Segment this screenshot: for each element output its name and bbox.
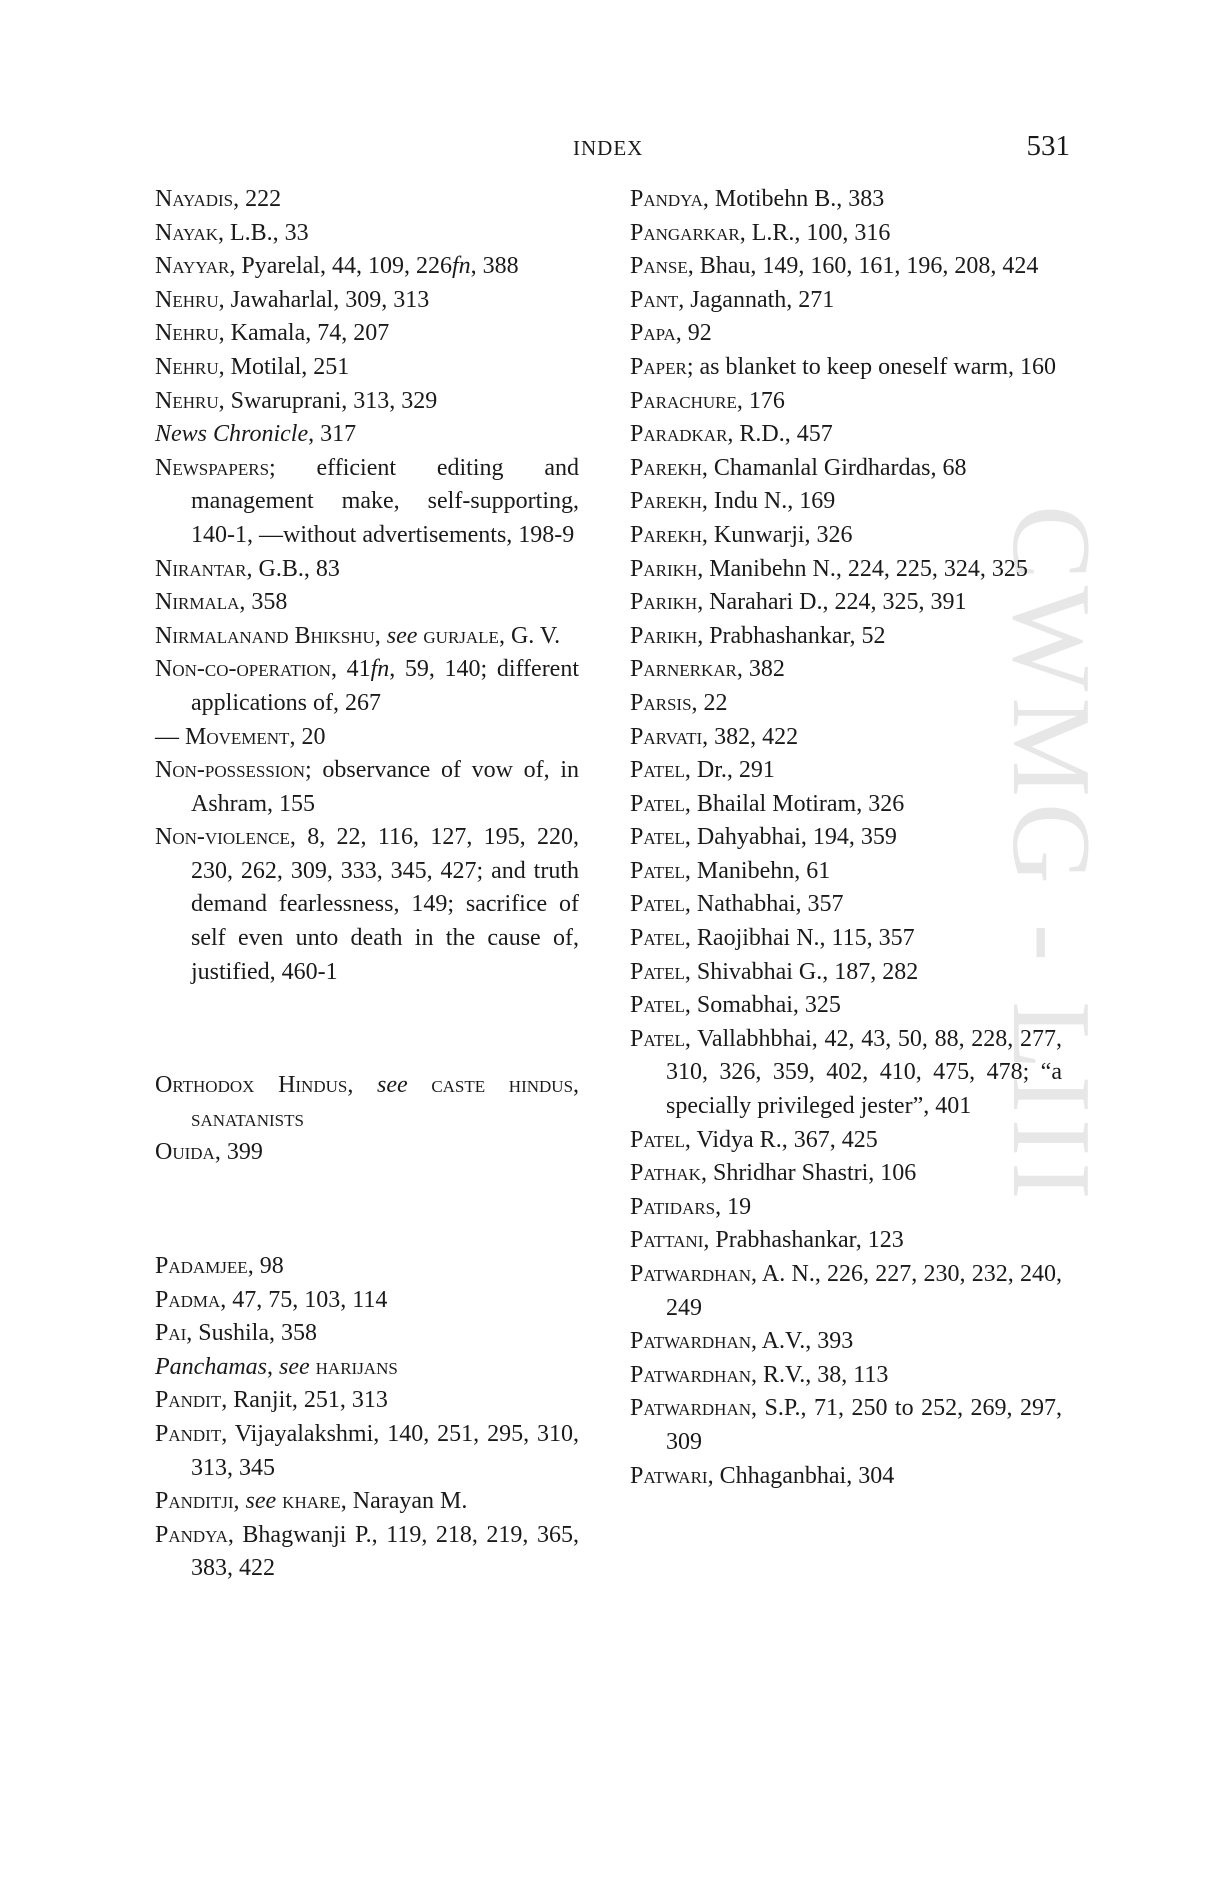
entry-text (408, 1072, 432, 1098)
entry-text: ; as blanket to keep oneself warm, 160 (686, 353, 1057, 380)
index-entry (630, 284, 1062, 318)
entry-text: Newspapers (155, 454, 270, 481)
entry-text: — (155, 723, 185, 750)
entry-text: Panse (630, 253, 688, 280)
index-entry (630, 687, 1062, 721)
index-entry (630, 1191, 1062, 1225)
entry-text: Nehru (155, 320, 219, 347)
entry-text: Parvati (630, 723, 703, 750)
entry-text: Patel (630, 992, 685, 1019)
entry-text: Orthodox Hindus (155, 1072, 348, 1099)
entry-text: Nirmala (155, 589, 240, 616)
index-entry (630, 1460, 1062, 1494)
entry-text: Patwardhan (630, 1328, 752, 1355)
entry-text: Panditji (155, 1488, 234, 1515)
entry-text: Nayadis (155, 186, 234, 212)
index-entry (155, 1069, 579, 1136)
index-entry (630, 788, 1062, 822)
index-entry (630, 351, 1062, 385)
index-entry (630, 721, 1062, 755)
index-entry (630, 821, 1062, 855)
index-entry (155, 553, 579, 587)
entry-text: , Bhagwanji P., 119, 218, 219, 365, 383, 422 (191, 1521, 579, 1582)
index-entry (630, 217, 1062, 251)
entry-text: , R.D., 457 (727, 421, 833, 448)
index-entry (630, 385, 1062, 419)
entry-text: harijans (315, 1353, 398, 1380)
entry-text: ; observance of vow of, in Ashram, 155 (191, 757, 579, 817)
entry-text: Movement (185, 723, 290, 750)
index-entry (630, 1359, 1062, 1393)
index-entry (630, 1258, 1062, 1325)
entry-text: see (386, 622, 418, 649)
entry-text: Nehru (155, 387, 219, 414)
entry-text: , G.B., 83 (246, 555, 340, 582)
entry-text: , 19 (715, 1193, 752, 1220)
entry-text: Papa (630, 320, 676, 347)
entry-text: Ouida (155, 1139, 215, 1166)
index-entry (155, 1317, 579, 1351)
entry-text: , 176 (736, 387, 785, 414)
entry-text: Parekh (630, 488, 702, 515)
entry-text: , Indu N., 169 (701, 488, 836, 515)
entry-text: Nayak (155, 219, 218, 246)
entry-text: Non-violence (155, 824, 290, 851)
index-entry (630, 855, 1062, 889)
entry-text: , L.R., 100, 316 (739, 219, 891, 246)
entry-text: Padma (155, 1286, 221, 1313)
entry-text: , 399 (214, 1139, 263, 1166)
index-group-p (155, 1250, 579, 1586)
entry-text: , 47, 75, 103, 114 (220, 1286, 388, 1313)
index-entry (630, 888, 1062, 922)
index-group-n (155, 183, 579, 989)
entry-text: Patidars (630, 1193, 716, 1220)
entry-text: Nehru (155, 286, 219, 313)
entry-text: , Manibehn, 61 (684, 857, 831, 884)
entry-text: Patel (630, 1126, 685, 1153)
entry-text: , Bhailal Motiram, 326 (684, 790, 905, 817)
entry-text: , 382, 422 (702, 723, 799, 750)
entry-text: , Vallabhbhai, 42, 43, 50, 88, 228, 277, 310, 326, 359, 402, 410, 475, 478; “a specially privileged jester”, 401 (666, 1025, 1062, 1120)
page-header (150, 130, 1070, 170)
entry-text: Nirantar (155, 555, 247, 582)
entry-text: Pandit (155, 1387, 222, 1414)
index-entry (155, 1418, 579, 1485)
group-spacer (155, 989, 579, 1069)
entry-text: , Vijayalakshmi, 140, 251, 295, 310, 313, 345 (191, 1421, 579, 1481)
entry-text: Pai (155, 1320, 187, 1347)
entry-text: , Vidya R., 367, 425 (684, 1126, 878, 1153)
entry-text: , (374, 622, 387, 649)
entry-text: ; efficient editing and management make, self-supporting, 140-1, —without advertisements, 198-9 (191, 454, 579, 548)
entry-text: see (245, 1488, 277, 1515)
index-entry (155, 217, 579, 251)
index-group-p-continued (630, 183, 1062, 1493)
index-entry (630, 519, 1062, 553)
entry-text: Non-possession (155, 757, 306, 784)
index-entry (630, 1392, 1062, 1459)
entry-text: Parnerkar (630, 656, 737, 683)
entry-text: Patel (630, 857, 685, 884)
entry-text: Patwardhan (630, 1261, 752, 1287)
entry-text: , Raojibhai N., 115, 357 (684, 925, 915, 952)
index-entry (630, 989, 1062, 1023)
entry-text: , Prabhashankar, 52 (697, 622, 886, 649)
entry-text: Panchamas (155, 1353, 267, 1380)
index-entry (155, 754, 579, 821)
index-entry (155, 1351, 579, 1385)
entry-text: , L.B., 33 (218, 219, 309, 246)
index-entry (630, 1325, 1062, 1359)
entry-text: , Kunwarji, 326 (701, 521, 853, 548)
entry-text: , (266, 1353, 279, 1380)
entry-text: , 388 (470, 253, 519, 280)
entry-text: Patwardhan (630, 1361, 752, 1388)
index-column-right (630, 183, 1062, 1493)
index-entry (630, 1224, 1062, 1258)
entry-text: Pant (630, 286, 679, 313)
index-entry (155, 620, 579, 654)
entry-text: , Shivabhai G., 187, 282 (684, 958, 919, 985)
index-entry (155, 721, 579, 755)
entry-text: Pandya (155, 1521, 228, 1548)
index-entry (630, 250, 1062, 284)
index-group-o (155, 1069, 579, 1170)
entry-text: Patel (630, 757, 685, 784)
entry-text: Paper (630, 353, 687, 380)
entry-text: Pandit (155, 1421, 222, 1447)
entry-text: , 98 (247, 1253, 284, 1280)
entry-text: caste hindus, sanatanists (191, 1072, 580, 1132)
entry-text: , 20 (289, 723, 326, 750)
entry-text: , Ranjit, 251, 313 (221, 1387, 388, 1414)
entry-text: Patel (630, 891, 685, 918)
index-entry (155, 1136, 579, 1170)
entry-text: Nirmalanand Bhikshu (155, 622, 375, 649)
entry-text: , S.P., 71, 250 to 252, 269, 297, 309 (666, 1395, 1062, 1455)
index-entry (155, 250, 579, 284)
entry-text: fn (451, 253, 471, 280)
entry-text: Parsis (630, 689, 692, 716)
entry-text: Patel (630, 925, 685, 952)
entry-text: , Nathabhai, 357 (684, 891, 844, 918)
entry-text: , G. V. (498, 622, 561, 649)
index-entry (155, 586, 579, 620)
entry-text: Patwari (630, 1462, 708, 1489)
entry-text: , Dr., 291 (684, 757, 775, 784)
entry-text: , Chhaganbhai, 304 (707, 1462, 895, 1489)
entry-text: , Dahyabhai, 194, 359 (684, 824, 897, 851)
group-spacer (155, 1170, 579, 1250)
index-entry (155, 1485, 579, 1519)
index-entry (155, 317, 579, 351)
entry-text: , Motibehn B., 383 (702, 186, 885, 212)
entry-text: Pangarkar (630, 219, 740, 246)
index-entry (155, 1250, 579, 1284)
entry-text: , Jawaharlal, 309, 313 (218, 286, 430, 313)
entry-text: , 22 (691, 689, 728, 716)
entry-text: Parikh (630, 589, 698, 616)
entry-text: Pattani (630, 1227, 704, 1254)
index-entry (155, 1284, 579, 1318)
entry-text: see (377, 1072, 408, 1099)
entry-text: Parikh (630, 622, 698, 649)
entry-text: , 382 (736, 656, 785, 683)
entry-text: , A.V., 393 (751, 1328, 854, 1355)
entry-text: , Prabhashankar, 123 (703, 1227, 904, 1254)
entry-text: Patwardhan (630, 1395, 752, 1422)
index-entry (630, 452, 1062, 486)
entry-text: Non-co-operation (155, 656, 331, 683)
entry-text: Patel (630, 958, 685, 985)
entry-text: , Kamala, 74, 207 (218, 320, 390, 347)
entry-text: Parekh (630, 521, 702, 548)
index-entry (155, 351, 579, 385)
index-entry (630, 183, 1062, 217)
entry-text: khare (282, 1488, 341, 1515)
entry-text: , Narahari D., 224, 325, 391 (697, 589, 967, 616)
entry-text: , R.V., 38, 113 (751, 1361, 889, 1388)
index-entry (155, 452, 579, 553)
index-entry (630, 922, 1062, 956)
entry-text: , Manibehn N., 224, 225, 324, 325 (697, 555, 1028, 582)
entry-text: Nayyar (155, 253, 230, 280)
entry-text: Patel (630, 824, 685, 851)
entry-text: fn (370, 656, 390, 683)
entry-text: , 358 (239, 589, 288, 616)
entry-text: Patel (630, 1025, 685, 1052)
index-entry (630, 586, 1062, 620)
page-number: 531 (1026, 130, 1070, 162)
index-entry (630, 956, 1062, 990)
entry-text: gurjale (423, 622, 499, 649)
entry-text: , A. N., 226, 227, 230, 232, 240, 249 (666, 1261, 1062, 1321)
entry-text: , Pyarelal, 44, 109, 226 (229, 253, 452, 280)
entry-text: Pandya (630, 186, 703, 212)
entry-text: News Chronicle (155, 421, 309, 448)
index-entry (155, 385, 579, 419)
entry-text: , 92 (675, 320, 712, 347)
index-entry (630, 317, 1062, 351)
entry-text: Paradkar (630, 421, 728, 448)
index-entry (630, 553, 1062, 587)
entry-text: , (347, 1072, 377, 1099)
index-entry (155, 418, 579, 452)
entry-text: Pathak (630, 1160, 701, 1187)
index-entry (630, 1124, 1062, 1158)
index-entry (630, 653, 1062, 687)
index-entry (155, 284, 579, 318)
entry-text: , Shridhar Shastri, 106 (700, 1160, 917, 1187)
entry-text: , 41 (330, 656, 371, 683)
entry-text: , 59, 140; different applications of, 267 (191, 656, 579, 716)
index-entry (155, 653, 579, 720)
entry-text: , 317 (308, 421, 357, 448)
index-entry (630, 620, 1062, 654)
entry-text: , 8, 22, 116, 127, 195, 220, 230, 262, 309, 333, 345, 427; and truth demand fearlessness, 149; sacrifice of self even unto death in the cause of, justified, 460-1 (191, 824, 579, 985)
index-entry (630, 754, 1062, 788)
index-entry (630, 418, 1062, 452)
index-entry (155, 1519, 579, 1586)
index-column-left (155, 183, 579, 1586)
index-entry (630, 485, 1062, 519)
entry-text: Nehru (155, 353, 219, 380)
entry-text: Patel (630, 790, 685, 817)
entry-text: , 222 (233, 186, 282, 212)
index-entry (630, 1023, 1062, 1124)
entry-text: , Swaruprani, 313, 329 (218, 387, 438, 414)
entry-text: , Somabhai, 325 (684, 992, 841, 1019)
watermark-text: CWMG - LIII (989, 505, 1113, 1206)
index-entry (155, 183, 579, 217)
entry-text: , Jagannath, 271 (678, 286, 835, 313)
entry-text: , Motilal, 251 (218, 353, 350, 380)
entry-text: , Bhau, 149, 160, 161, 196, 208, 424 (687, 253, 1039, 280)
index-entry (155, 821, 579, 989)
entry-text: , Sushila, 358 (186, 1320, 317, 1347)
entry-text: Padamjee (155, 1253, 248, 1280)
entry-text: Parikh (630, 555, 698, 582)
entry-text: Parachure (630, 387, 737, 414)
index-entry (630, 1157, 1062, 1191)
index-entry (155, 1384, 579, 1418)
entry-text: see (278, 1353, 310, 1380)
entry-text: , (233, 1488, 246, 1515)
entry-text: , Chamanlal Girdhardas, 68 (701, 454, 967, 481)
entry-text: Parekh (630, 454, 702, 481)
page-title: INDEX (573, 136, 644, 160)
entry-text: , Narayan M. (340, 1488, 468, 1515)
